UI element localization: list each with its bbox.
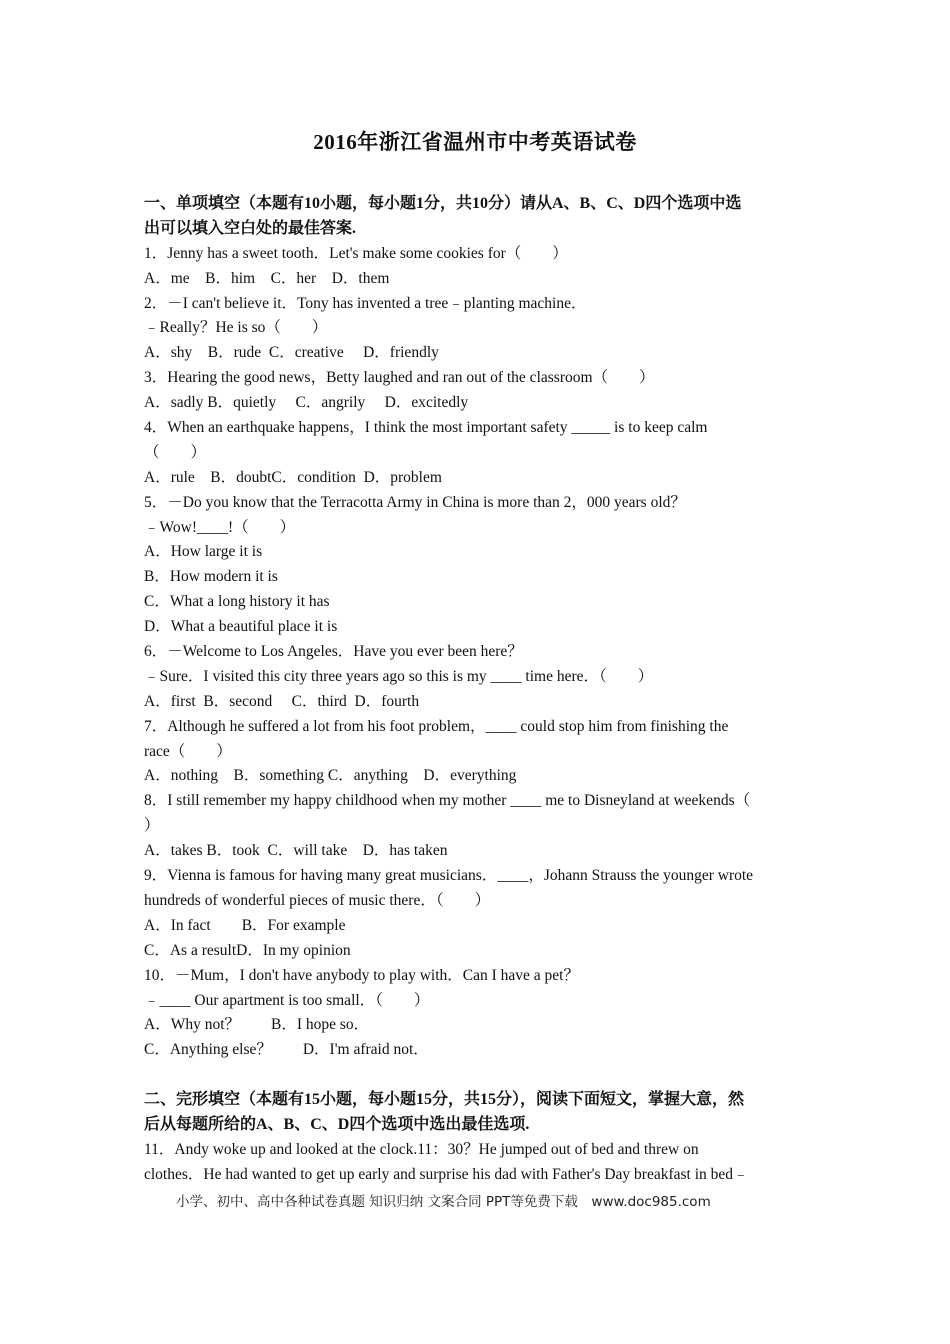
section-2-heading-line: 二、完形填空（本题有15小题，每小题15分，共15分），阅读下面短文，掌握大意，然 <box>144 1091 745 1109</box>
text-line: A．sadly B．quietly C．angrily D．excitedly <box>144 394 469 412</box>
exam-content <box>144 192 808 1188</box>
text-line: A．shy B．rude C．creative D．friendly <box>144 344 439 362</box>
text-line: race（ ） <box>144 742 232 760</box>
text-line: 1．Jenny has a sweet tooth．Let's make some cookies for（ ） <box>144 244 568 262</box>
text-line: D．What a beautiful place it is <box>144 618 338 636</box>
text-line: C．As a resultD．In my opinion <box>144 941 351 959</box>
text-line: A．takes B．took C．will take D．has taken <box>144 842 448 860</box>
section-1-heading-line: 出可以填入空白处的最佳答案. <box>144 219 357 237</box>
page-footer: 小学、初中、高中各种试卷真题 知识归纳 文案合同 PPT等免费下载 www.doc985.com <box>176 1194 711 1210</box>
text-line: 8．I still remember my happy childhood when my mother ____ me to Disneyland at weekends（ <box>144 792 751 810</box>
text-line: 5．－Do you know that the Terracotta Army in China is more than 2，000 years old？ <box>144 493 686 511</box>
text-line: B．How modern it is <box>144 568 278 586</box>
text-line: 9．Vienna is famous for having many great musicians．____，Johann Strauss the younger wrote <box>144 867 754 885</box>
text-line: 2．－I can't believe it．Tony has invented a tree﹣planting machine． <box>144 294 587 312</box>
section-1-questions <box>144 242 808 1063</box>
text-line: ﹣____ Our apartment is too small．（ ） <box>144 991 430 1009</box>
section-divider-space <box>144 1063 808 1088</box>
text-line: 10．－Mum，I don't have anybody to play with．Can I have a pet？ <box>144 966 579 984</box>
text-line: clothes．He had wanted to get up early and surprise his dad with Father's Day breakfast in bed﹣ <box>144 1165 749 1183</box>
section-2 <box>144 1088 808 1188</box>
text-line: 3．Hearing the good news，Betty laughed and ran out of the classroom（ ） <box>144 369 655 387</box>
text-line: A．rule B．doubtC．condition D．problem <box>144 468 442 486</box>
text-line: ） <box>144 817 160 835</box>
exam-title: 2016年浙江省温州市中考英语试卷 <box>313 130 637 154</box>
section-2-heading-line: 后从每题所给的A、B、C、D四个选项中选出最佳选项. <box>144 1116 530 1134</box>
text-line: A．nothing B．something C．anything D．everything <box>144 767 517 785</box>
text-line: C．Anything else？ D．I'm afraid not． <box>144 1041 429 1059</box>
section-1 <box>144 192 808 1063</box>
text-line: A．In fact B．For example <box>144 916 346 934</box>
text-line: ﹣Really？He is so（ ） <box>144 319 328 337</box>
text-line: A．Why not？ B．I hope so． <box>144 1016 370 1034</box>
text-line: A．me B．him C．her D．them <box>144 269 390 287</box>
text-line: hundreds of wonderful pieces of music there．（ ） <box>144 891 491 909</box>
text-line: 6．－Welcome to Los Angeles．Have you ever been here？ <box>144 643 523 661</box>
section-1-heading-line: 一、单项填空（本题有10小题，每小题1分，共10分）请从A、B、C、D四个选项中选 <box>144 195 742 212</box>
text-line: 4．When an earthquake happens，I think the most important safety _____ is to keep calm <box>144 419 708 437</box>
text-line: 7．Although he suffered a lot from his foot problem，____ could stop him from finishing the <box>144 717 729 735</box>
text-line: 11．Andy woke up and looked at the clock.11：30？He jumped out of bed and threw on <box>144 1140 699 1158</box>
text-line: C．What a long history it has <box>144 593 330 611</box>
text-line: （ ） <box>144 443 207 461</box>
text-line: A．first B．second C．third D．fourth <box>144 692 420 710</box>
text-line: ﹣Sure．I visited this city three years ago so this is my ____ time here．（ ） <box>144 667 654 685</box>
text-line: A．How large it is <box>144 543 263 561</box>
text-line: ﹣Wow!____!（ ） <box>144 518 296 536</box>
section-2-passage <box>144 1138 808 1188</box>
